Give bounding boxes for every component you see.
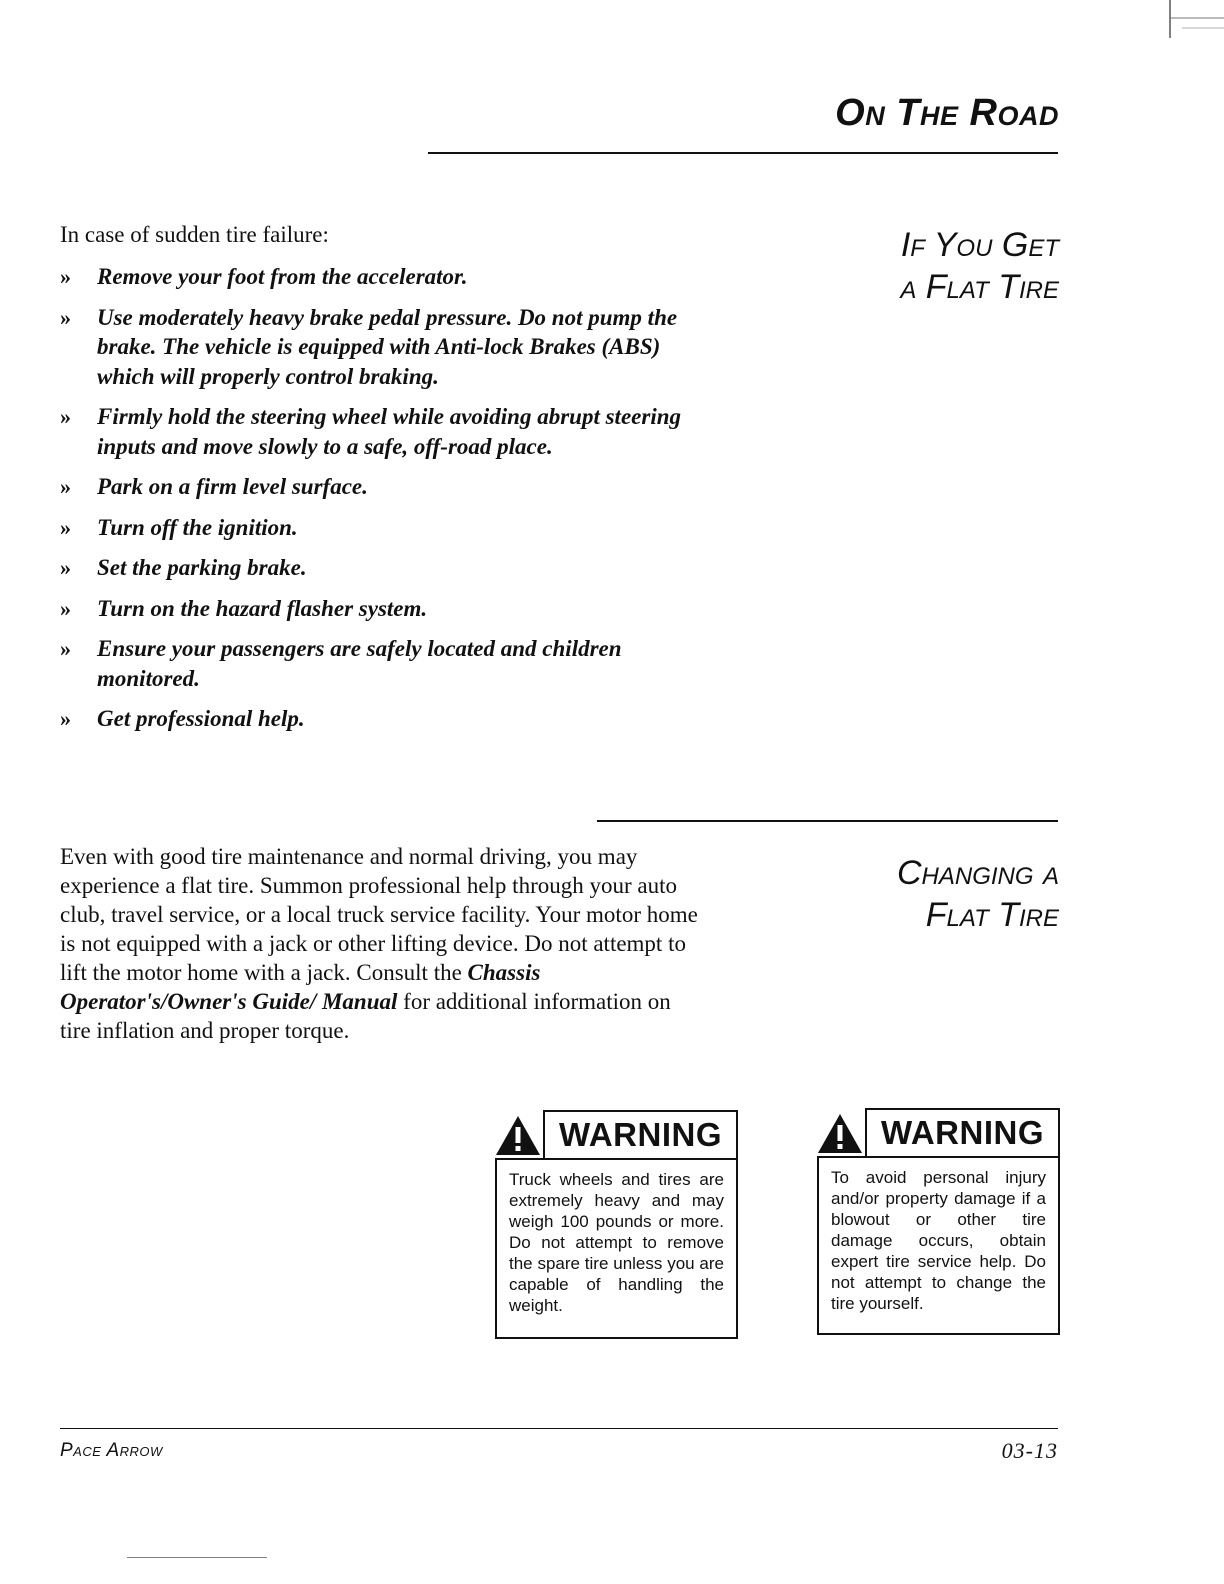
warning-label: WARNING bbox=[865, 1108, 1060, 1156]
list-item bbox=[60, 513, 700, 543]
warning-header bbox=[495, 1110, 738, 1158]
bullet-icon: » bbox=[60, 404, 71, 429]
tire-failure-steps bbox=[60, 262, 700, 745]
step-text: Park on a firm level surface. bbox=[97, 474, 368, 499]
page-header-title: On The Road bbox=[835, 92, 1059, 134]
step-text: Remove your foot from the accelerator. bbox=[97, 264, 468, 289]
step-text: Ensure your passengers are safely located and children monitored. bbox=[97, 636, 622, 691]
bullet-icon: » bbox=[60, 706, 71, 731]
list-item bbox=[60, 704, 700, 734]
step-text: Turn on the hazard flasher system. bbox=[97, 595, 428, 621]
warning-text: Truck wheels and tires are extremely heavy and may weigh 100 pounds or more. Do not attempt to remove the spare tire unless you are capable of handling the weight. bbox=[495, 1158, 738, 1339]
list-item bbox=[60, 472, 700, 502]
section-title-line: a Flat Tire bbox=[900, 268, 1059, 306]
header-divider bbox=[428, 152, 1058, 154]
warning-box bbox=[817, 1108, 1060, 1335]
warning-box bbox=[495, 1110, 738, 1339]
step-text: Firmly hold the steering wheel while avoiding abrupt steering inputs and move slowly to a safe, off-road place. bbox=[97, 404, 681, 459]
list-item bbox=[60, 553, 700, 583]
section-title-changing-tire bbox=[897, 852, 1059, 936]
warning-triangle-icon bbox=[817, 1112, 863, 1154]
scan-artifact bbox=[1168, 0, 1224, 40]
section-title-line: Flat Tire bbox=[925, 896, 1059, 934]
page-number: 03-13 bbox=[1001, 1438, 1058, 1463]
bottom-underline bbox=[127, 1557, 267, 1558]
bullet-icon: » bbox=[60, 555, 71, 580]
step-text: Get professional help. bbox=[97, 706, 305, 731]
bullet-icon: » bbox=[60, 304, 71, 330]
footer-divider bbox=[60, 1428, 1058, 1429]
list-item bbox=[60, 634, 700, 693]
warning-header bbox=[817, 1108, 1060, 1156]
step-text: Turn off the ignition. bbox=[97, 514, 298, 540]
warning-text: To avoid personal injury and/or property damage if a blowout or other tire damage occurs, obtain expert tire service help. Do not attempt to change the tire yourself. bbox=[817, 1156, 1060, 1335]
bullet-icon: » bbox=[60, 514, 71, 540]
bullet-icon: » bbox=[60, 636, 71, 661]
section-title-line: Changing a bbox=[896, 854, 1059, 892]
bullet-icon: » bbox=[60, 595, 71, 621]
list-item bbox=[60, 303, 700, 392]
changing-tire-paragraph bbox=[60, 842, 700, 1045]
footer-brand: Pace Arrow bbox=[60, 1440, 163, 1461]
section-divider bbox=[597, 820, 1058, 822]
step-text: Set the parking brake. bbox=[97, 555, 307, 580]
section-title-line: If You Get bbox=[900, 226, 1059, 264]
list-item bbox=[60, 262, 700, 292]
paragraph-text: Even with good tire maintenance and normal driving, you may experience a flat tire. Summon professional help through your auto club, travel service, or a local truck service facility. Your motor home is not equipped with a jack or other lifting device. Do not attempt to lift the motor home with a jack. Consult the bbox=[60, 844, 698, 985]
warning-label: WARNING bbox=[543, 1110, 738, 1158]
manual-reference: Chassis Operator's/Owner's Guide/ Manual bbox=[60, 960, 541, 1014]
list-item bbox=[60, 402, 700, 461]
warning-triangle-icon bbox=[495, 1114, 541, 1156]
bullet-icon: » bbox=[60, 474, 71, 499]
bullet-icon: » bbox=[60, 264, 71, 289]
paragraph-text: for additional information on tire inflation and proper torque. bbox=[60, 989, 671, 1043]
section-title-flat-tire bbox=[900, 224, 1059, 308]
list-item bbox=[60, 594, 700, 624]
step-text: Use moderately heavy brake pedal pressure. Do not pump the brake. The vehicle is equipped with Anti-lock Brakes (ABS) which will properly control braking. bbox=[97, 304, 678, 389]
intro-text: In case of sudden tire failure: bbox=[60, 222, 329, 247]
